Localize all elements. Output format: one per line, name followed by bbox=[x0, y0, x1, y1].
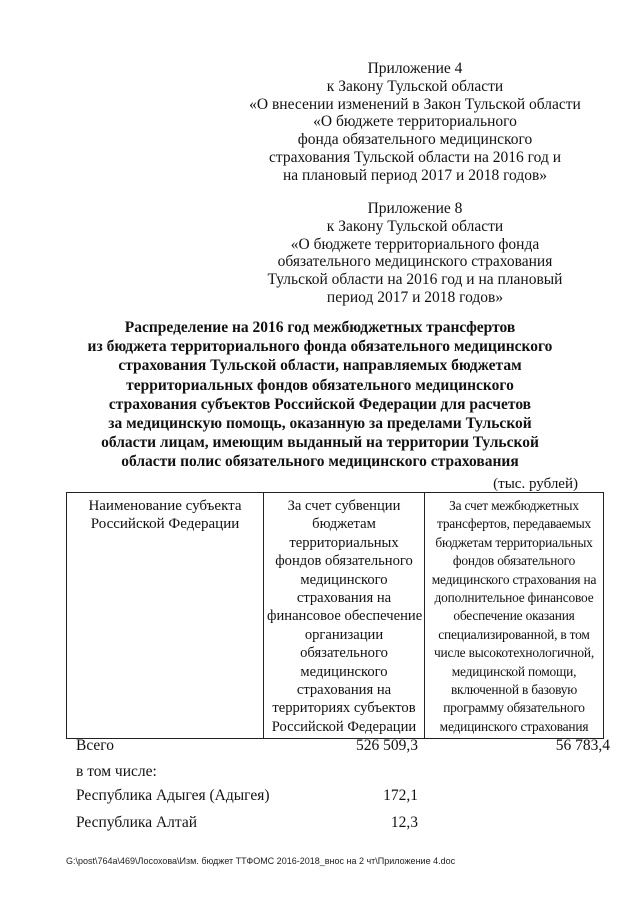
title-line: за медицинскую помощь, оказанную за пределами Тульской bbox=[108, 415, 532, 433]
appendix-8-line: период 2017 и 2018 годов» bbox=[326, 288, 504, 306]
document-title bbox=[70, 318, 570, 472]
title-line: страхования Тульской области, направляемых бюджетам bbox=[118, 357, 522, 375]
header-line: дополнительное финансовое bbox=[434, 590, 594, 606]
header-line: страхования на bbox=[296, 590, 392, 607]
header-line: числе высокотехнологичной, bbox=[433, 645, 595, 661]
title-line: области полис обязательного медицинского страхования bbox=[121, 453, 519, 471]
header-line: медицинского bbox=[300, 663, 388, 680]
appendix-8-header bbox=[230, 200, 600, 307]
title-line: области лицам, имеющим выданный на территории Тульской bbox=[101, 434, 539, 452]
table-header-row bbox=[67, 493, 604, 739]
header-line: бюджетам bbox=[312, 516, 376, 533]
header-line: бюджетам территориальных bbox=[435, 534, 593, 550]
appendix-8-line: Тульской области на 2016 год и на плановый bbox=[267, 271, 563, 289]
appendix-4-line: фонда обязательного медицинского bbox=[297, 131, 533, 149]
header-line: программу обязательного bbox=[443, 700, 585, 716]
header-subject bbox=[67, 493, 264, 739]
header-line: Наименование субъекта bbox=[88, 498, 242, 514]
header-line: фондов обязательного bbox=[275, 553, 413, 570]
header-line: финансовое обеспечение bbox=[267, 608, 423, 625]
distribution-table bbox=[66, 492, 604, 739]
header-line: За счет субвенции bbox=[287, 498, 401, 514]
header-line: обязательного bbox=[300, 645, 388, 662]
header-line: фондов обязательного bbox=[452, 553, 576, 569]
appendix-8-line: к Закону Тульской области bbox=[326, 217, 504, 235]
appendix-8-line: обязательного медицинского страхования bbox=[277, 253, 553, 271]
title-line: территориальных фондов обязательного медицинского bbox=[126, 376, 514, 394]
header-subvention bbox=[264, 493, 425, 739]
appendix-4-line: «О бюджете территориального bbox=[313, 113, 517, 131]
row-value-subvention: 526 509,3 bbox=[356, 737, 418, 754]
title-line: из бюджета территориального фонда обязательного медицинского bbox=[87, 338, 553, 356]
header-line: обеспечение оказания bbox=[453, 608, 575, 624]
header-line: Российской Федерации bbox=[90, 516, 240, 532]
appendix-8-line: Приложение 8 bbox=[367, 200, 463, 217]
row-name: Республика Алтай bbox=[76, 814, 198, 831]
row-name: в том числе: bbox=[76, 763, 157, 780]
appendix-4-line: Приложение 4 bbox=[367, 60, 463, 77]
header-line: За счет межбюджетных bbox=[449, 498, 579, 513]
title-line: страхования субъектов Российской Федерации для расчетов bbox=[108, 395, 532, 413]
header-line: трансфертов, передаваемых bbox=[437, 516, 591, 532]
appendix-8-line: «О бюджете территориального фонда bbox=[290, 235, 540, 253]
appendix-4-line: страхования Тульской области на 2016 год и bbox=[268, 148, 562, 166]
row-value-subvention: 172,1 bbox=[383, 787, 418, 804]
header-line: территориальных bbox=[289, 534, 399, 551]
row-value-subvention: 12,3 bbox=[390, 814, 418, 831]
header-line: медицинской помощи, bbox=[451, 663, 577, 679]
header-line: специализированной, в том bbox=[438, 626, 590, 642]
header-line: включенной в базовую bbox=[450, 682, 578, 698]
header-line: страхования на bbox=[296, 682, 392, 699]
appendix-4-line: «О внесении изменений в Закон Тульской области bbox=[249, 95, 581, 113]
row-name: Всего bbox=[76, 737, 115, 754]
header-line: организации bbox=[304, 626, 384, 643]
header-interbudget-transfers bbox=[425, 493, 604, 739]
row-name: Республика Адыгея (Адыгея) bbox=[76, 787, 270, 804]
appendix-4-line: на плановый период 2017 и 2018 годов» bbox=[282, 166, 548, 184]
units-label: (тыс. рублей) bbox=[493, 476, 578, 492]
header-line: Российской Федерации bbox=[271, 718, 417, 735]
header-line: медицинского bbox=[300, 571, 388, 588]
header-line: территориях субъектов bbox=[272, 700, 416, 717]
appendix-4-line: к Закону Тульской области bbox=[326, 77, 504, 95]
file-path-footer: G:\post\764a\469\Лосохова\Изм. бюджет ТТФОМС 2016-2018_внос на 2 чт\Приложение 4.doc bbox=[66, 856, 456, 866]
row-value-transfers: 56 783,4 bbox=[555, 737, 610, 754]
title-line: Распределение на 2016 год межбюджетных трансфертов bbox=[124, 319, 516, 336]
header-line: медицинского страхования bbox=[439, 718, 589, 734]
header-line: медицинского страхования на bbox=[431, 571, 597, 587]
appendix-4-header bbox=[230, 60, 600, 185]
